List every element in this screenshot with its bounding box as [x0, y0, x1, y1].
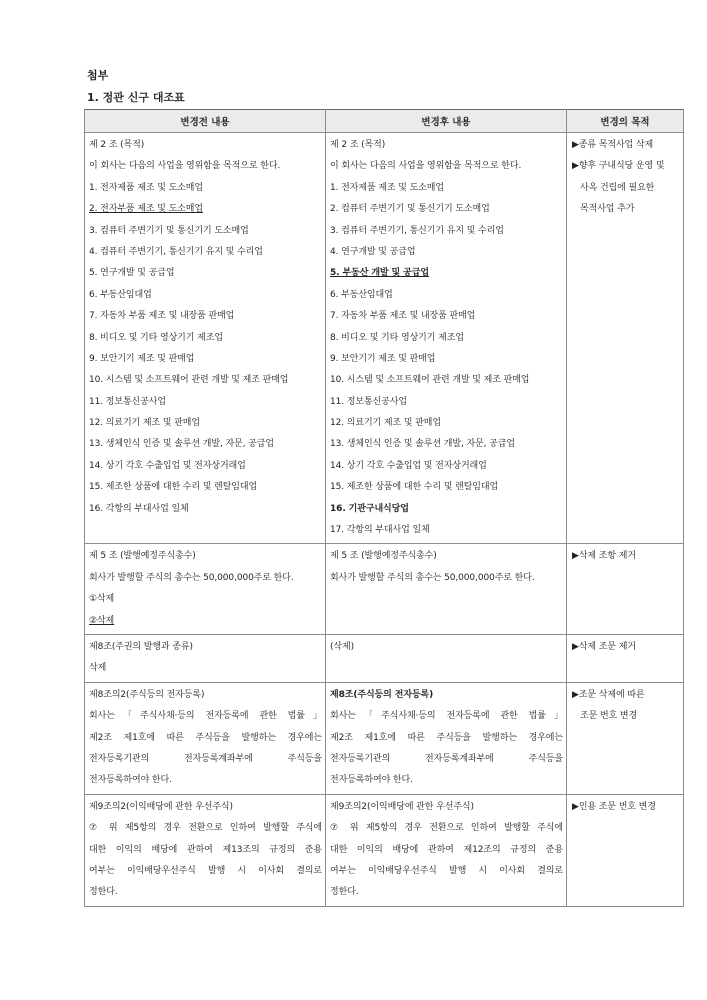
list-item: 7. 자동차 부품 제조 및 내장품 판매업	[89, 311, 235, 322]
table-row	[85, 544, 684, 635]
article-text: 정한다.	[330, 887, 359, 898]
list-item-added: 16. 기관구내식당업	[330, 503, 409, 514]
article-text: 회사는「주식사채·등의 전자등록에 관한 법률」	[89, 711, 322, 722]
header-purpose: 변경의 목적	[567, 110, 684, 133]
list-item: 16. 각항의 부대사업 일체	[89, 503, 189, 514]
article-text: 이 회사는 다음의 사업을 영위함을 목적으로 한다.	[89, 161, 281, 172]
article-heading: 제 5 조 (발행예정주식총수)	[330, 551, 437, 562]
purpose-text: ▶삭제 조문 제거	[572, 641, 636, 652]
article-text: 전자등록기관의 전자등록계좌부에 주식등을	[330, 753, 563, 764]
list-item-added: 5. 부동산 개발 및 공급업	[330, 268, 429, 279]
comparison-table	[84, 109, 684, 907]
purpose-cell	[567, 794, 684, 906]
list-item-deleted: 2. 전자부품 제조 및 도소매업	[89, 204, 203, 215]
article-text: 회사가 발행할 주식의 총수는 50,000,000주로 한다.	[89, 572, 294, 583]
table-header-row	[85, 110, 684, 133]
purpose-text: ▶삭제 조항 제거	[572, 551, 636, 562]
list-item: 11. 정보통신공사업	[330, 396, 407, 407]
article-heading: 제8조(주권의 발행과 종류)	[89, 641, 193, 652]
article-text: 회사는「주식사채·등의 전자등록에 관한 법률」	[330, 711, 563, 722]
article-text: 여부는 이익배당우선주식 발행 시 이사회 결의로	[89, 865, 322, 876]
purpose-text: 조문 번호 변경	[580, 711, 638, 722]
article-text: 제2조 제1호에 따른 주식등을 발행하는 경우에는	[330, 732, 563, 743]
purpose-cell	[567, 634, 684, 682]
list-item: 8. 비디오 및 기타 영상기기 제조업	[89, 332, 223, 343]
article-text: 여부는 이익배당우선주식 발행 시 이사회 결의로	[330, 865, 563, 876]
article-text: 정한다.	[89, 887, 118, 898]
clause-item-deleted: ②삭제	[89, 615, 115, 626]
article-heading: 제 5 조 (발행예정주식총수)	[89, 551, 196, 562]
list-item: 13. 생체인식 인증 및 솔루션 개발, 자문, 공급업	[89, 439, 274, 450]
article-heading: 제9조의2(이익배당에 관한 우선주식)	[89, 801, 233, 812]
header-before: 변경전 내용	[85, 110, 326, 133]
purpose-cell	[567, 544, 684, 635]
table-row	[85, 682, 684, 794]
article-heading: 제 2 조 (목적)	[330, 140, 386, 150]
article-text: ⑦ 위 제5항의 경우 전환으로 인하여 발행할 주식에	[330, 823, 563, 834]
list-item: 15. 제조한 상품에 대한 수리 및 렌탈임대업	[89, 482, 258, 493]
article-text: (삭제)	[330, 641, 355, 652]
after-cell	[326, 133, 567, 544]
list-item: 11. 정보통신공사업	[89, 396, 166, 407]
list-item: 17. 각항의 부대사업 일체	[330, 525, 430, 536]
article-text: ⑦ 위 제5항의 경우 전환으로 인하여 발행할 주식에	[89, 823, 322, 834]
article-text: 회사가 발행할 주식의 총수는 50,000,000주로 한다.	[330, 572, 535, 583]
list-item: 4. 연구개발 및 공급업	[330, 246, 416, 257]
purpose-text: ▶인용 조문 번호 변경	[572, 801, 656, 812]
after-cell	[326, 682, 567, 794]
header-after: 변경후 내용	[326, 110, 567, 133]
list-item: 14. 상기 각호 수출입업 및 전자상거래업	[330, 460, 487, 471]
before-cell	[85, 133, 326, 544]
article-text: 대한 이익의 배당에 관하여 제12조의 규정의 준용	[330, 844, 563, 855]
list-item: 10. 시스템 및 소프트웨어 관련 개발 및 제조 판매업	[89, 375, 289, 386]
purpose-text: ▶조문 삭제에 따른	[572, 689, 645, 700]
table-row	[85, 634, 684, 682]
article-heading: 제8조(주식등의 전자등록)	[330, 689, 434, 700]
list-item: 6. 부동산임대업	[330, 289, 393, 300]
list-item: 8. 비디오 및 기타 영상기기 제조업	[330, 332, 464, 343]
list-item: 15. 제조한 상품에 대한 수리 및 렌탈임대업	[330, 482, 499, 493]
purpose-text: ▶종류 목적사업 삭제	[572, 140, 654, 150]
list-item: 10. 시스템 및 소프트웨어 관련 개발 및 제조 판매업	[330, 375, 530, 386]
before-cell	[85, 544, 326, 635]
section-title: 1. 정관 신구 대조표	[87, 91, 185, 104]
article-text: 대한 이익의 배당에 관하여 제13조의 규정의 준용	[89, 844, 322, 855]
purpose-text: ▶향후 구내식당 운영 및	[572, 161, 665, 172]
purpose-text: 사옥 건립에 필요한	[580, 182, 655, 193]
list-item: 12. 의료기기 제조 및 판매업	[89, 418, 200, 429]
article-heading: 제 2 조 (목적)	[89, 140, 145, 150]
list-item: 4. 컴퓨터 주변기기, 통신기기 유지 및 수리업	[89, 246, 263, 257]
table-row	[85, 133, 684, 544]
attachment-label: 첨부	[87, 69, 109, 82]
list-item: 1. 전자제품 제조 및 도소매업	[89, 182, 203, 193]
list-item: 3. 컴퓨터 주변기기, 통신기기 유지 및 수리업	[330, 225, 504, 236]
before-cell	[85, 682, 326, 794]
after-cell	[326, 794, 567, 906]
list-item: 7. 자동차 부품 제조 및 내장품 판매업	[330, 311, 476, 322]
article-text: 이 회사는 다음의 사업을 영위함을 목적으로 한다.	[330, 161, 522, 172]
list-item: 9. 보안기기 제조 및 판매업	[89, 353, 195, 364]
after-cell	[326, 544, 567, 635]
after-cell	[326, 634, 567, 682]
list-item: 13. 생체인식 인증 및 솔루션 개발, 자문, 공급업	[330, 439, 515, 450]
list-item: 1. 전자제품 제조 및 도소매업	[330, 182, 444, 193]
clause-item: ①삭제	[89, 594, 115, 605]
list-item: 12. 의료기기 제조 및 판매업	[330, 418, 441, 429]
article-text: 전자등록기관의 전자등록계좌부에 주식등을	[89, 753, 322, 764]
table-row	[85, 794, 684, 906]
list-item: 3. 컴퓨터 주변기기 및 통신기기 도소매업	[89, 225, 249, 236]
article-text: 삭제	[89, 663, 107, 674]
article-heading: 제8조의2(주식등의 전자등록)	[89, 689, 205, 700]
list-item: 9. 보안기기 제조 및 판매업	[330, 353, 436, 364]
article-heading: 제9조의2(이익배당에 관한 우선주식)	[330, 801, 474, 812]
purpose-text: 목적사업 추가	[580, 204, 635, 215]
purpose-cell	[567, 682, 684, 794]
list-item: 6. 부동산임대업	[89, 289, 152, 300]
article-text: 전자등록하여야 한다.	[330, 775, 413, 786]
before-cell	[85, 794, 326, 906]
list-item: 2. 컴퓨터 주변기기 및 통신기기 도소매업	[330, 204, 490, 215]
article-text: 제2조 제1호에 따른 주식등을 발행하는 경우에는	[89, 732, 322, 743]
list-item: 14. 상기 각호 수출입업 및 전자상거래업	[89, 460, 246, 471]
list-item: 5. 연구개발 및 공급업	[89, 268, 175, 279]
before-cell	[85, 634, 326, 682]
article-text: 전자등록하여야 한다.	[89, 775, 172, 786]
purpose-cell	[567, 133, 684, 544]
